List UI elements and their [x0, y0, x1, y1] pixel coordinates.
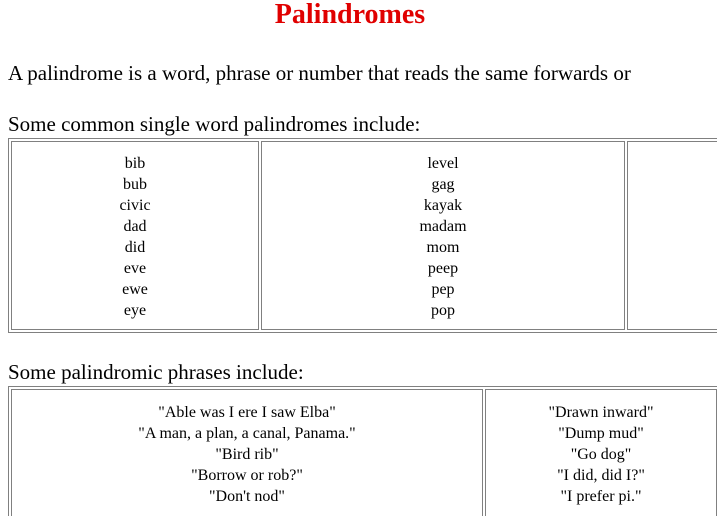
phrase-item: "Drawn inward" — [548, 404, 654, 421]
word-item: dad — [123, 218, 147, 235]
word-item: ewe — [122, 281, 148, 298]
word-item: madam — [419, 218, 467, 235]
word-item: eye — [123, 302, 147, 319]
word-item: gag — [431, 176, 455, 193]
word-item: kayak — [423, 197, 463, 214]
words-column-2 — [261, 141, 625, 330]
word-item: pop — [431, 302, 455, 319]
page-title: Palindromes — [274, 0, 426, 30]
word-item: did — [124, 239, 146, 256]
word-item: bib — [124, 155, 146, 172]
phrase-item: "Bird rib" — [215, 446, 279, 463]
word-item: mom — [426, 239, 460, 256]
single-words-heading: Some common single word palindromes include: — [8, 112, 421, 136]
phrase-item: "Don't nod" — [209, 488, 285, 505]
word-item: level — [427, 155, 459, 172]
word-item: eve — [123, 260, 147, 277]
phrase-item: "A man, a plan, a canal, Panama." — [138, 425, 356, 442]
words-column-3 — [627, 141, 717, 330]
words-column-1 — [11, 141, 259, 330]
phrase-item: "Dump mud" — [558, 425, 644, 442]
phrases-column-2 — [485, 389, 717, 516]
word-item: peep — [427, 260, 459, 277]
phrase-item: "Able was I ere I saw Elba" — [158, 404, 336, 421]
phrases-column-1 — [11, 389, 483, 516]
phrases-heading: Some palindromic phrases include: — [8, 360, 304, 384]
phrase-item: "I did, did I?" — [557, 467, 645, 484]
phrase-item: "I prefer pi." — [560, 488, 642, 505]
word-item: pep — [431, 281, 455, 298]
word-item: bub — [123, 176, 147, 193]
word-item: civic — [119, 197, 151, 214]
single-words-table — [8, 138, 717, 333]
phrase-item: "Go dog" — [570, 446, 632, 463]
phrases-table — [8, 386, 717, 516]
intro-paragraph: A palindrome is a word, phrase or number that reads the same forwards or — [8, 61, 631, 85]
phrase-item: "Borrow or rob?" — [191, 467, 303, 484]
